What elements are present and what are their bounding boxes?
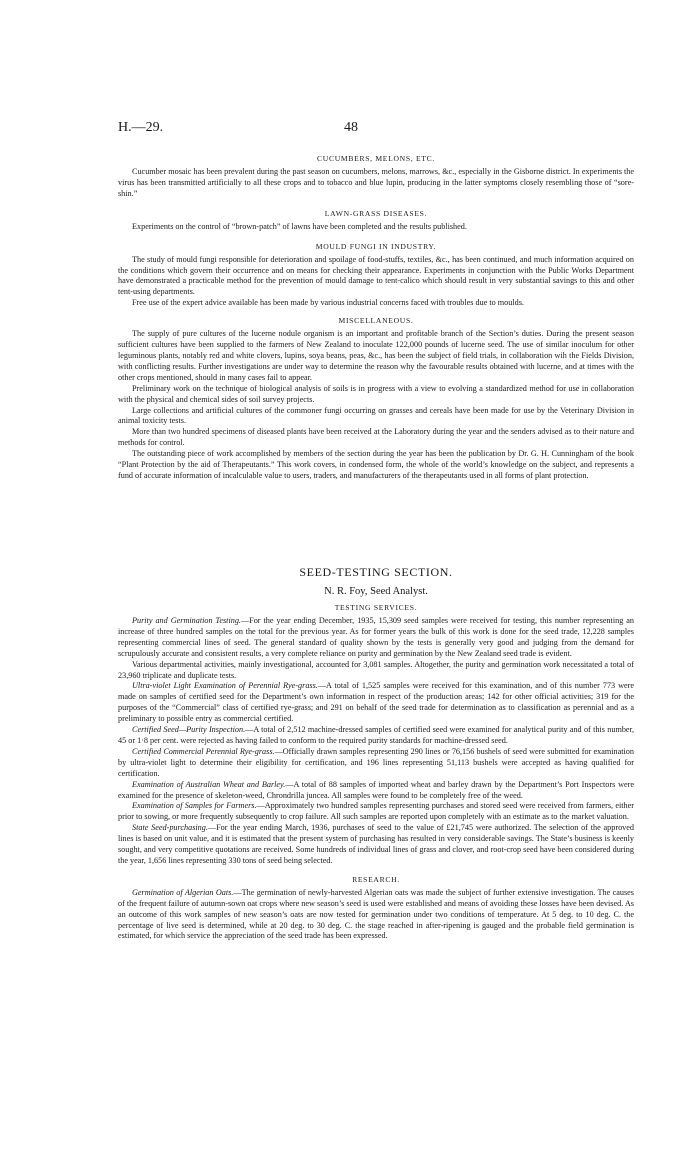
para-lead: Certified Commercial Perennial Rye-grass. <box>132 746 275 756</box>
para-certified-purity <box>118 725 634 747</box>
para-body: —The germination of newly-harvested Algerian oats was made the subject of further extensive investigation. The causes of the frequent failure of autumn-sown oat crops where new season’s seed is used were established and means of avoiding these losses have been devised. As an outcome of this work samples of new season’s oats are now tested for germination under two conditions of temperature. At 5 deg. to 10 deg. C. the percentage of live seed is determined, while at 20 deg. to 30 deg. C. the stage reached in after-ripening is gauged and the probable field germination is estimated, for which service the appreciation of the seed trade has been expressed. <box>118 887 634 941</box>
para-lead: State Seed-purchasing. <box>132 823 208 833</box>
seed-testing-column <box>118 565 634 942</box>
para-body: —For the year ending December, 1935, 15,309 seed samples were received for testing, this number representing an increase of three hundred samples on the total for the previous year. As for former years the bulk of this work is done for the seed trade, 12,228 samples representing commercial lines of seed. The general standard of quality shown by the tests is generally very good and judging from the demand for scrupulously accurate and consistent results, a very complete reliance on purity and germination by the New Zealand seed trade is evident. <box>118 616 635 658</box>
para-farmer-samples <box>118 801 634 823</box>
para-lead: Certified Seed—Purity Inspection. <box>132 725 246 735</box>
para-publication: The outstanding piece of work accomplished by members of the section during the year has been the publication by Dr. G. H. Cunningham of the book “Plant Protection by the aid of Therapeutants.” This work covers, in condensed form, the whole of the world’s knowledge on the subject, and represents a fund of accurate information of incalculable value to users, traders, and manufacturers of the therapeutants used in all forms of plant protection. <box>118 449 634 480</box>
para-body: —A total of 88 samples of imported wheat and barley drawn by the Department’s Port Inspectors were examined for the presence of skeleton-weed, Chrondrilla juncea. All samples were found to be completely free of the weed. <box>118 779 634 800</box>
top-column <box>118 153 634 482</box>
heading-miscellaneous: MISCELLANEOUS. <box>338 316 414 326</box>
para-body: —Approximately two hundred samples representing purchases and stored seed were received from farmers, either prior to sowing, or more frequently subsequently to crop failure. All such samples are reported upon completely with an estimate as to the market valuation. <box>118 801 634 822</box>
page-number: 48 <box>344 120 358 135</box>
para-expert-advice: Free use of the expert advice available has been made by various industrial concerns faced with troubles due to moulds. <box>132 298 524 308</box>
section-author: N. R. Foy, Seed Analyst. <box>324 586 428 597</box>
heading-cucumbers: CUCUMBERS, MELONS, ETC. <box>317 154 435 163</box>
para-brown-patch: Experiments on the control of “brown-patch” of lawns have been completed and the results published. <box>132 221 467 231</box>
para-state-purchasing <box>118 823 634 867</box>
para-purity-germination <box>118 616 634 660</box>
para-lead: Purity and Germination Testing. <box>132 616 241 625</box>
para-body: —Officially drawn samples representing 290 lines or 76,156 bushels of seed were submitted for examination by ultra-violet light to determine their eligibility for certification, and 196 lines representing 51,113 bushels were accepted as having qualified for certification. <box>118 746 634 778</box>
heading-research: RESEARCH. <box>352 874 400 884</box>
para-mould-study: The study of mould fungi responsible for deterioration and spoilage of food-stuffs, textiles, &c., has been continued, and much information acquired on the conditions which govern their occurrence and on means for checking their appearance. Experiments in conjunction with the Public Works Department have demonstrated a practicable method for the prevention of mould damage to tent-calico which should result in very substantial savings to this and other tent-using departments. <box>118 254 634 297</box>
para-algerian-oats <box>118 888 634 943</box>
heading-lawn-grass: LAWN-GRASS DISEASES. <box>324 208 428 218</box>
heading-testing-services: TESTING SERVICES. <box>334 603 418 612</box>
para-body: —For the year ending March, 1936, purchases of seed to the value of £21,745 were authorized. The selection of the approved lines is based on unit value, and it is estimated that the present system of purchasing has resulted in very considerable savings. The State’s business is keenly sought, and very competitive quotations are received. Some hundreds of individual lines of grass and clover, and root-crop seed have been considered during the year, 1,656 lines representing 330 tons of seed being selected. <box>118 823 634 865</box>
para-body: —A total of 1,525 samples were received for this examination, and of this number 773 were made on samples of certified seed for the Department’s own information in respect of the production areas; 142 for other official activities; 319 for the purposes of the “Commercial” class of certified rye-grass; and 291 on behalf of the seed trade for determination as to classification as perennial and as a preliminary to possible entry as commercial certified. <box>118 681 635 724</box>
para-cucumber-mosaic: Cucumber mosaic has been prevalent during the past season on cucumbers, melons, marrows, &c., especially in the Gisborne district. In experiments the virus has been transmitted artificially to all these crops and to tobacco and blue lupin, producing in the latter symptoms closely resembling those of “sore-shin.” <box>118 167 634 198</box>
report-reference: H.—29. <box>118 120 164 135</box>
section-title: SEED-TESTING SECTION. <box>299 565 453 579</box>
para-lead: Examination of Samples for Farmers. <box>132 801 257 811</box>
para-diseased-specimens: More than two hundred specimens of diseased plants have been received at the Laboratory during the year and the senders advised as to their nature and methods for control. <box>118 427 634 448</box>
para-soil-analysis: Preliminary work on the technique of biological analysis of soils is in progress with a view to evolving a standardized method for use in collaboration with the physical and chemical sides of soil survey projects. <box>118 383 634 404</box>
para-certified-commercial <box>118 747 634 780</box>
heading-mould-fungi: MOULD FUNGI IN INDUSTRY. <box>315 241 437 251</box>
para-departmental: Various departmental activities, mainly investigational, accounted for 3,081 samples. Altogether, the purity and germination work necessitated a total of 23,960 triplicate and duplicate tests. <box>118 659 634 680</box>
para-australian-wheat <box>118 780 634 802</box>
para-lead: Germination of Algerian Oats. <box>132 887 234 897</box>
para-lucerne-cultures: The supply of pure cultures of the lucerne nodule organism is an important and profitable branch of the Section’s duties. During the present season sufficient cultures have been supplied to the farmers of New Zealand to inoculate 122,000 pounds of lucerne seed. The use of similar inoculum for other leguminous plants, notably red and white clovers, lupins, soya beans, peas, &c., has been the subject of field trials, in collaboration wih the Fields Division, with conflicting results. Further investigations are under way to determine the reason why the favourable results obtained with lucerne, and at times with the other crops mentioned, should in many cases fail to appear. <box>118 329 634 382</box>
para-ultra-violet <box>118 681 634 725</box>
para-fungi-collections: Large collections and artificial cultures of the commoner fungi occurring on grasses and cereals have been made for use by the Veterinary Division in animal toxicity tests. <box>118 405 634 426</box>
para-lead: Examination of Australian Wheat and Barley. <box>132 779 286 789</box>
para-body: —A total of 2,512 machine-dressed samples of certified seed were examined for analytical purity and of this number, 45 or 1·8 per cent. were rejected as having failed to conform to the required purity standards for machine-dressed seed. <box>118 725 634 745</box>
para-lead: Ultra-violet Light Examination of Perennial Rye-grass. <box>132 681 318 691</box>
